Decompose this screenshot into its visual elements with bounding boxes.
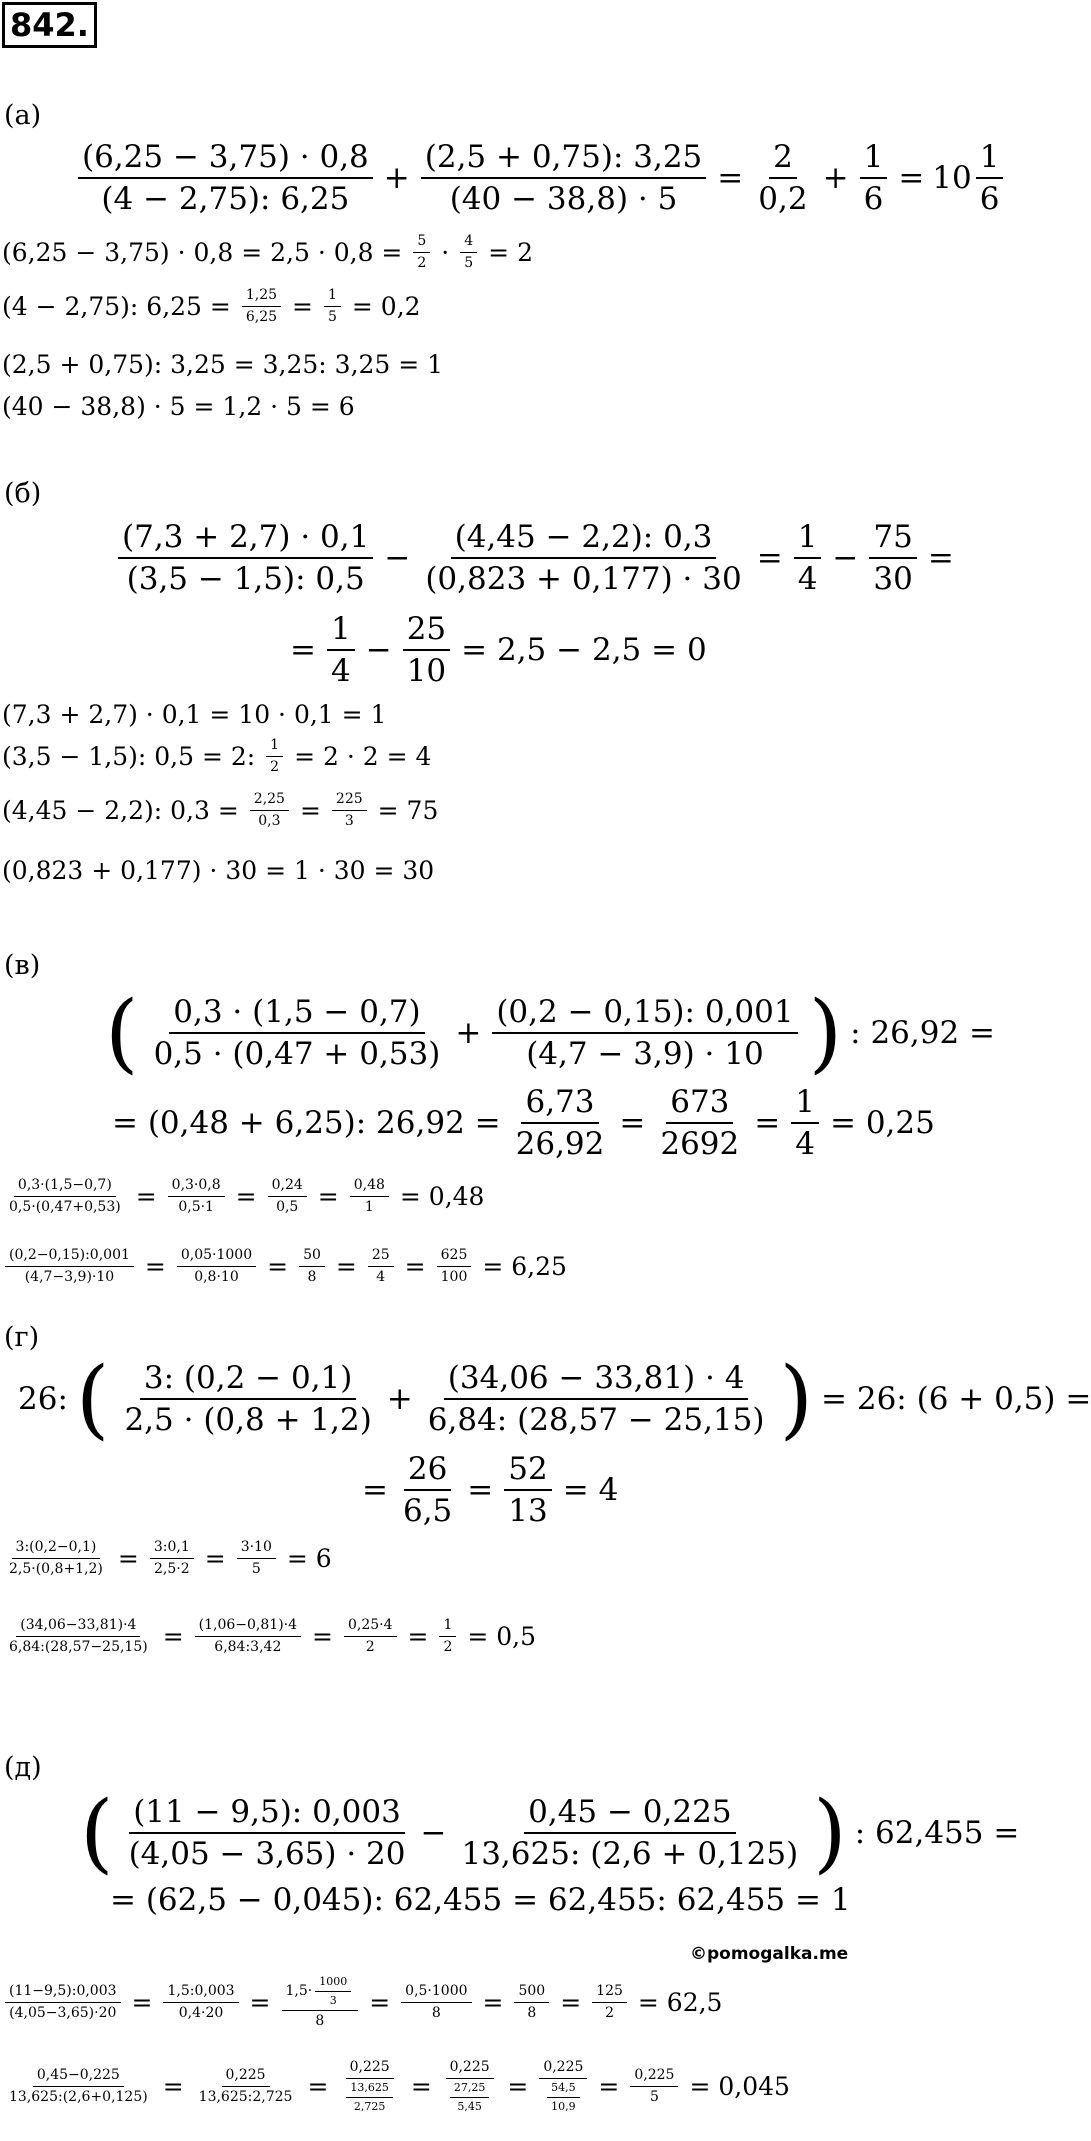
part-a-label: (а) — [4, 100, 42, 131]
fraction: $\frac{25}{4}$ — [368, 1248, 394, 1286]
fraction: $\frac{0,48}{1}$ — [350, 1178, 389, 1216]
fraction: $\frac{1,5:0,003}{0,4\cdot 20}$ — [163, 1984, 238, 2022]
fraction: $\frac{1}{5}$ — [324, 288, 341, 326]
part-v-main-equation-2: = (0,48 + 6,25): 26,92 = $\frac{6,73}{26,92}$ = $\frac{673}{2692}$ = $\frac{1}{4}$ = 0,25 — [112, 1084, 935, 1163]
fraction: $\frac{(34,06 - 33,81) \cdot 4}{6,84: (28,57 - 25,15)}$ — [427, 1359, 765, 1438]
operator: − — [832, 540, 859, 577]
fraction: $\frac{(2,5 + 0,75): 3,25}{(40 - 38,8) \cdot 5}$ — [421, 140, 707, 216]
fraction: 1,5· $\frac{1000}{3}$ 8 — [282, 1976, 359, 2030]
fraction: $\frac{3:(0,2-0,1)}{2,5\cdot(0,8+1,2)}$ — [9, 1539, 103, 1578]
operator: + — [822, 160, 849, 197]
fraction: $\frac{1}{4}$ — [327, 612, 355, 688]
part-v-step-1: $\frac{0,3\cdot(1,5-0,7)}{0,5\cdot(0,47+0,53)}$ = $\frac{0,3\cdot 0,8}{0,5\cdot 1}$ = $\frac{0,24}{0,5}$ = $\frac{0,48}{1}$ = 0,48 — [2, 1178, 484, 1216]
fraction: $\frac{1,25}{6,25}$ — [242, 288, 281, 326]
operator: − — [384, 540, 411, 577]
fraction: $\frac{2,25}{0,3}$ — [250, 792, 289, 830]
fraction: $\frac{0,3\cdot(1,5-0,7)}{0,5\cdot(0,47+0,53)}$ — [9, 1177, 121, 1216]
part-b-step-2: (3,5 − 1,5): 0,5 = 2: $\frac{1}{2}$ = 2 · 2 = 4 — [2, 737, 432, 776]
part-g-label: (г) — [4, 1322, 40, 1353]
fraction: $\frac{0,24}{0,5}$ — [268, 1178, 307, 1216]
fraction: $\frac{1}{2}$ — [439, 1618, 456, 1656]
part-d-step-2: $\frac{0,45-0,225}{13,625:(2,6+0,125)}$ = $\frac{0,225}{13,625:2,725}$ = $\frac{0,225}{\frac{13,625}{2,725}}$ = $\frac{0,225}{\frac{27,25}{5,45}}$ = $\frac{0,225}{\frac{54,5}{10,9}}$ = $\frac{0,225}{5}$ = 0,045 — [2, 2060, 790, 2114]
equals: = — [927, 540, 954, 577]
fraction: $\frac{500}{8}$ — [514, 1984, 549, 2022]
fraction: $\frac{(0,2 - 0,15): 0,001}{(4,7 - 3,9) \cdot 10}$ — [492, 995, 797, 1071]
fraction: $\frac{1}{2}$ — [266, 738, 283, 776]
part-v-main-equation: ( $\frac{0,3 \cdot (1,5 - 0,7)}{0,5 \cdot (0,47 + 0,53)}$ + $\frac{(0,2 - 0,15): 0,001}{(4,7 - 3,9) \cdot 10}$ ) : 26,92 = — [105, 983, 996, 1083]
fraction: $\frac{0,3 \cdot (1,5 - 0,7)}{0,5 \cdot (0,47 + 0,53)}$ — [153, 993, 441, 1072]
part-b-label: (б) — [4, 478, 42, 509]
fraction: $\frac{13,625}{2,725}$ — [346, 2082, 393, 2113]
fraction: $\frac{(11 - 9,5): 0,003}{(4,05 - 3,65) \cdot 20}$ — [128, 1793, 406, 1872]
part-g-step-2: $\frac{(34,06-33,81)\cdot 4}{6,84:(28,57-25,15)}$ = $\frac{(1,06-0,81)\cdot 4}{6,84:3,42}$ = $\frac{0,25\cdot 4}{2}$ = $\frac{1}{2}$ = 0,5 — [2, 1618, 536, 1656]
fraction: $\frac{0,05\cdot 1000}{0,8\cdot 10}$ — [177, 1248, 256, 1286]
fraction: $\frac{0,25\cdot 4}{2}$ — [344, 1618, 397, 1656]
fraction: $\frac{125}{2}$ — [592, 1984, 627, 2022]
part-d-label: (д) — [4, 1752, 42, 1783]
part-g-step-1: $\frac{3:(0,2-0,1)}{2,5\cdot(0,8+1,2)}$ = $\frac{3:0,1}{2,5\cdot 2}$ = $\frac{3\cdot 10}{5}$ = 6 — [2, 1540, 332, 1578]
fraction: $\frac{25}{10}$ — [403, 612, 450, 688]
part-d-step-1: $\frac{(11-9,5):0,003}{(4,05-3,65)\cdot 20}$ = $\frac{1,5:0,003}{0,4\cdot 20}$ = 1,5· $\frac{1000}{3}$ 8 = $\frac{0,5\cdot 1000}{8}$ = $\frac{500}{8}$ = $\frac{125}{2}$ = 62,5 — [2, 1976, 722, 2030]
whole-part: 10 — [932, 160, 972, 197]
part-d-main-equation: ( $\frac{(11 - 9,5): 0,003}{(4,05 - 3,65) \cdot 20}$ − $\frac{0,45 - 0,225}{13,625: (2,6 + 0,125)}$ ) : 62,455 = — [80, 1783, 1020, 1883]
equals: = — [756, 540, 783, 577]
fraction: $\frac{0,225}{13,625:2,725}$ — [198, 2066, 293, 2106]
fraction: $\frac{0,225}{5}$ — [630, 2068, 678, 2106]
part-g-main-equation-2: = $\frac{26}{6,5}$ = $\frac{52}{13}$ = 4 — [362, 1451, 619, 1530]
fraction: $\frac{673}{2692}$ — [660, 1084, 740, 1163]
fraction: $\frac{1}{6}$ — [976, 140, 1004, 216]
fraction: $\frac{0,3\cdot 0,8}{0,5\cdot 1}$ — [168, 1178, 225, 1216]
fraction: $\frac{(0,2-0,15):0,001}{(4,7-3,9)\cdot 10}$ — [5, 1248, 134, 1286]
part-a-main-equation — [75, 140, 1006, 216]
fraction: $\frac{0,45-0,225}{13,625:(2,6+0,125)}$ — [9, 2066, 148, 2106]
fraction: $\frac{1000}{3}$ — [315, 1976, 351, 2007]
part-d-main-equation-2: = (62,5 − 0,045): 62,455 = 62,455: 62,455 = 1 — [110, 1882, 851, 1918]
equals: = — [898, 160, 925, 197]
fraction: $\frac{1}{4}$ — [791, 1085, 819, 1161]
fraction: $\frac{3:0,1}{2,5\cdot 2}$ — [150, 1540, 194, 1578]
part-b-step-3: (4,45 − 2,2): 0,3 = $\frac{2,25}{0,3}$ = $\frac{225}{3}$ = 75 — [2, 791, 439, 830]
fraction: $\frac{(34,06-33,81)\cdot 4}{6,84:(28,57-25,15)}$ — [9, 1617, 148, 1656]
fraction: $\frac{0,5\cdot 1000}{8}$ — [401, 1984, 471, 2022]
fraction: $\frac{(6,25 - 3,75) \cdot 0,8}{(4 - 2,75): 6,25}$ — [78, 140, 373, 216]
operator: + — [383, 160, 410, 197]
fraction: $\frac{6,73}{26,92}$ — [515, 1084, 605, 1163]
part-b-main-equation-2: = $\frac{1}{4}$ − $\frac{25}{10}$ = 2,5 − 2,5 = 0 — [290, 611, 707, 690]
fraction: $\frac{4}{5}$ — [460, 234, 477, 272]
equals: = — [717, 160, 744, 197]
part-b-step-4: (0,823 + 0,177) · 30 = 1 · 30 = 30 — [2, 856, 435, 885]
fraction: $\frac{2}{0,2}$ — [758, 139, 808, 218]
fraction: $\frac{0,225}{\frac{13,625}{2,725}}$ — [339, 2060, 400, 2114]
fraction: $\frac{(11-9,5):0,003}{(4,05-3,65)\cdot 20}$ — [5, 1984, 121, 2022]
fraction: $\frac{(7,3 + 2,7) \cdot 0,1}{(3,5 - 1,5): 0,5}$ — [118, 520, 373, 596]
fraction: $\frac{75}{30}$ — [869, 520, 916, 596]
part-a-step-3: (2,5 + 0,75): 3,25 = 3,25: 3,25 = 1 — [2, 350, 444, 379]
watermark: ©pomogalka.me — [690, 1944, 849, 1964]
fraction: $\frac{625}{100}$ — [437, 1248, 472, 1286]
fraction: $\frac{3\cdot 10}{5}$ — [237, 1540, 276, 1578]
fraction: $\frac{1}{6}$ — [860, 140, 888, 216]
fraction: $\frac{0,45 - 0,225}{13,625: (2,6 + 0,125)}$ — [461, 1793, 799, 1872]
part-v-step-2: $\frac{(0,2-0,15):0,001}{(4,7-3,9)\cdot 10}$ = $\frac{0,05\cdot 1000}{0,8\cdot 10}$ = $\frac{50}{8}$ = $\frac{25}{4}$ = $\frac{625}{100}$ = 6,25 — [2, 1248, 567, 1286]
fraction: $\frac{5}{2}$ — [413, 234, 430, 272]
fraction: $\frac{225}{3}$ — [332, 792, 367, 830]
fraction: $\frac{52}{13}$ — [504, 1452, 551, 1528]
fraction: $\frac{3: (0,2 - 0,1)}{2,5 \cdot (0,8 + 1,2)}$ — [124, 1359, 372, 1438]
fraction: $\frac{(4,45 - 2,2): 0,3}{(0,823 + 0,177) \cdot 30}$ — [425, 519, 742, 598]
part-b-step-1: (7,3 + 2,7) · 0,1 = 10 · 0,1 = 1 — [2, 700, 387, 729]
part-b-main-equation — [115, 520, 954, 596]
part-g-main-equation: 26: ( $\frac{3: (0,2 - 0,1)}{2,5 \cdot (0,8 + 1,2)}$ + $\frac{(34,06 - 33,81) \cdot 4}{6,84: (28,57 - 25,15)}$ ) = 26: (6 + 0,5) = — [18, 1349, 1091, 1449]
fraction: $\frac{0,225}{\frac{27,25}{5,45}}$ — [443, 2060, 497, 2114]
fraction: $\frac{1}{4}$ — [794, 520, 822, 596]
problem-number: 842. — [2, 2, 97, 48]
part-a-step-2: (4 − 2,75): 6,25 = $\frac{1,25}{6,25}$ = $\frac{1}{5}$ = 0,2 — [2, 287, 421, 326]
fraction: $\frac{0,225}{\frac{54,5}{10,9}}$ — [539, 2060, 587, 2114]
fraction: $\frac{27,25}{5,45}$ — [450, 2082, 490, 2113]
fraction: $\frac{50}{8}$ — [299, 1248, 325, 1286]
part-v-label: (в) — [4, 950, 41, 981]
fraction: $\frac{54,5}{10,9}$ — [547, 2082, 580, 2113]
fraction: $\frac{(1,06-0,81)\cdot 4}{6,84:3,42}$ — [195, 1618, 301, 1656]
part-a-step-1: (6,25 − 3,75) · 0,8 = 2,5 · 0,8 = $\frac{5}{2}$ · $\frac{4}{5}$ = 2 — [2, 233, 533, 272]
part-a-step-4: (40 − 38,8) · 5 = 1,2 · 5 = 6 — [2, 392, 355, 421]
fraction: $\frac{26}{6,5}$ — [402, 1451, 453, 1530]
